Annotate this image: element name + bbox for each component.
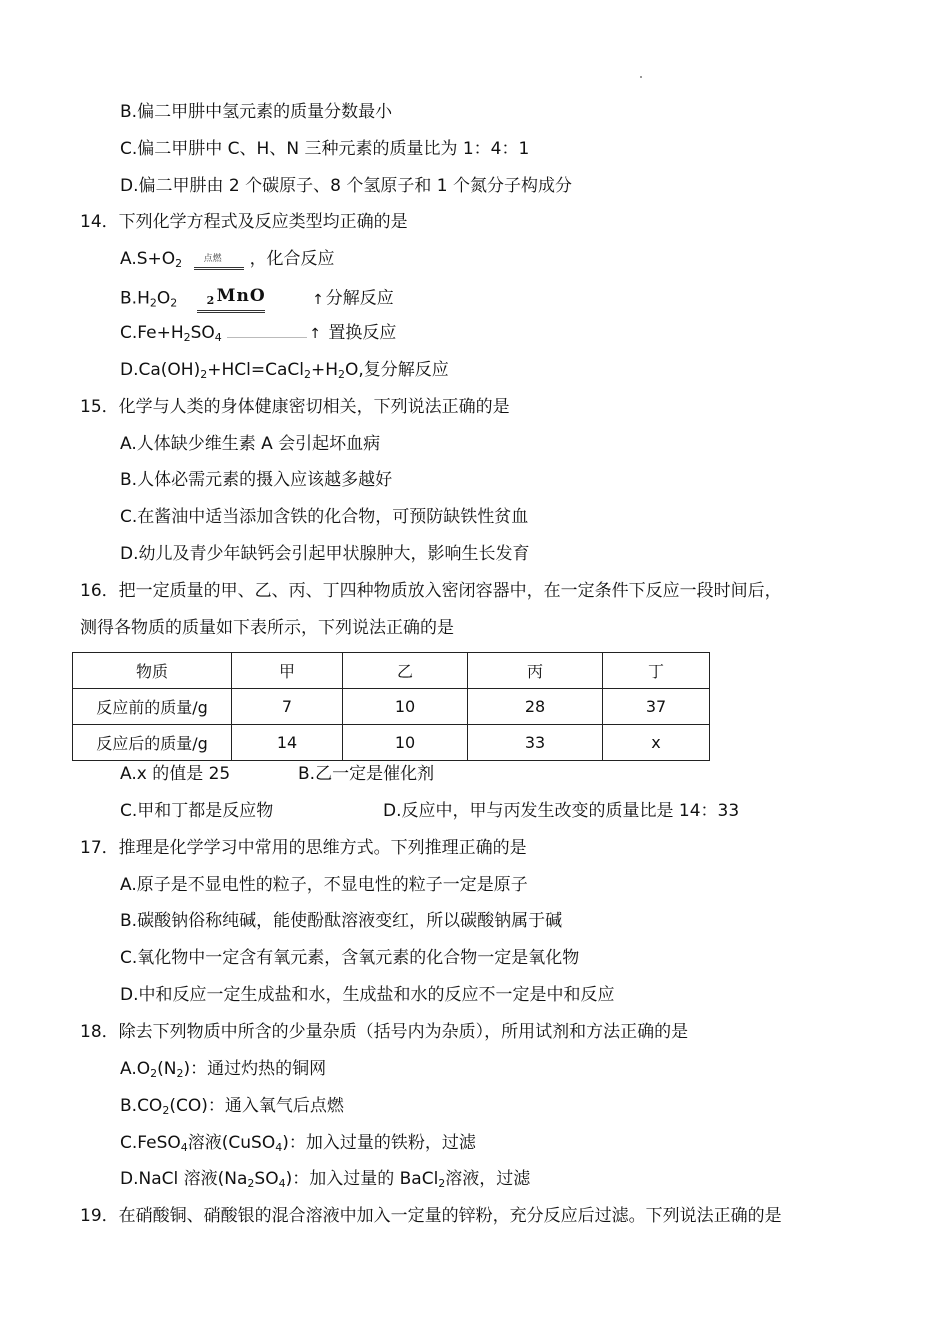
q15-stem: 15．化学与人类的身体健康密切相关，下列说法正确的是 bbox=[80, 397, 510, 417]
table-header-row bbox=[73, 653, 710, 689]
table-header-cell: 丁 bbox=[603, 653, 710, 689]
q16-stem-line2: 测得各物质的质量如下表所示，下列说法正确的是 bbox=[80, 618, 454, 638]
q18-option-c: C.FeSO$_4$溶液(CuSO$_4$)：加入过量的铁粉，过滤 bbox=[120, 1133, 476, 1154]
q13-option-d: D.偏二甲肼由 2 个碳原子、8 个氢原子和 1 个氮分子构成分 bbox=[120, 176, 572, 196]
mass-table bbox=[72, 652, 710, 761]
table-cell: 37 bbox=[603, 689, 710, 725]
q15-option-b: B.人体必需元素的摄入应该越多越好 bbox=[120, 470, 393, 490]
table-header-cell: 丙 bbox=[468, 653, 603, 689]
q15-option-a: A.人体缺少维生素 A 会引起坏血病 bbox=[120, 434, 381, 454]
gas-up-arrow-icon: ↑ bbox=[312, 291, 324, 308]
q18-option-b: $B.CO_2(CO)$：通入氧气后点燃 bbox=[120, 1096, 344, 1117]
table-cell: 反应前的质量/g bbox=[73, 689, 232, 725]
table-row bbox=[73, 689, 710, 725]
q13-option-b: B.偏二甲肼中氢元素的质量分数最小 bbox=[120, 102, 393, 122]
table-cell: 10 bbox=[343, 725, 468, 761]
table-header-cell: 乙 bbox=[343, 653, 468, 689]
q19-stem: 19．在硝酸铜、硝酸银的混合溶液中加入一定量的锌粉，充分反应后过滤。下列说法正确的是 bbox=[80, 1206, 782, 1226]
table-cell: 7 bbox=[232, 689, 343, 725]
q14-option-a: $A.S+O_2$ 点燃 ，化合反应 bbox=[120, 249, 335, 270]
table-cell: 反应后的质量/g bbox=[73, 725, 232, 761]
table-cell: 14 bbox=[232, 725, 343, 761]
table-cell: 28 bbox=[468, 689, 603, 725]
q16-option-d: D.反应中，甲与丙发生改变的质量比是 14：33 bbox=[383, 801, 740, 821]
q17-option-d: D.中和反应一定生成盐和水，生成盐和水的反应不一定是中和反应 bbox=[120, 985, 615, 1005]
q18-option-d: D.NaCl 溶液$(Na_2SO_4)$：加入过量的 BaCl$_2$溶液，过滤 bbox=[120, 1169, 531, 1190]
q14-option-b: $B.H_2O_2$ MnO $_2$ ↑ 分解反应 bbox=[120, 284, 394, 313]
q17-stem: 17．推理是化学学习中常用的思维方式。下列推理正确的是 bbox=[80, 838, 527, 858]
q14-option-c: $C.Fe+H_2SO_4$ ↑ 置换反应 bbox=[120, 323, 397, 344]
q13-option-c: C.偏二甲肼中 C、H、N 三种元素的质量比为 1：4：1 bbox=[120, 139, 530, 159]
q18-stem: 18．除去下列物质中所含的少量杂质（括号内为杂质），所用试剂和方法正确的是 bbox=[80, 1022, 689, 1042]
q14-stem: 14．下列化学方程式及反应类型均正确的是 bbox=[80, 212, 408, 232]
table-cell: 10 bbox=[343, 689, 468, 725]
q15-option-c: C.在酱油中适当添加含铁的化合物，可预防缺铁性贫血 bbox=[120, 507, 529, 527]
q17-option-c: C.氧化物中一定含有氧元素，含氧元素的化合物一定是氧化物 bbox=[120, 948, 580, 968]
q16-stem-line1: 16．把一定质量的甲、乙、丙、丁四种物质放入密闭容器中，在一定条件下反应一段时间后， bbox=[80, 581, 782, 601]
q16-option-b: B.乙一定是催化剂 bbox=[298, 764, 435, 784]
catalyst-condition-arrow: MnO $_2$ bbox=[197, 284, 265, 313]
q17-option-b: B.碳酸钠俗称纯碱，能使酚酞溶液变红，所以碳酸钠属于碱 bbox=[120, 911, 563, 931]
table-cell: 33 bbox=[468, 725, 603, 761]
q15-option-d: D.幼儿及青少年缺钙会引起甲状腺肿大，影响生长发育 bbox=[120, 544, 530, 564]
table-header-cell: 甲 bbox=[232, 653, 343, 689]
gas-up-arrow-icon: ↑ bbox=[309, 326, 321, 342]
q17-option-a: A.原子是不显电性的粒子，不显电性的粒子一定是原子 bbox=[120, 875, 528, 895]
q16-option-c: C.甲和丁都是反应物 bbox=[120, 801, 274, 821]
table-cell: x bbox=[603, 725, 710, 761]
table-row bbox=[73, 725, 710, 761]
q18-option-a: $A.O_2(N_2)$：通过灼热的铜网 bbox=[120, 1059, 327, 1080]
table-header-cell: 物质 bbox=[73, 653, 232, 689]
q14-option-d: $D.Ca(OH)_2+HCl=CaCl_2+H_2O$,复分解反应 bbox=[120, 360, 449, 381]
reaction-condition-arrow: 点燃 bbox=[194, 249, 244, 270]
q16-option-a: A.x 的值是 25 bbox=[120, 764, 231, 784]
scan-dot bbox=[640, 76, 642, 78]
